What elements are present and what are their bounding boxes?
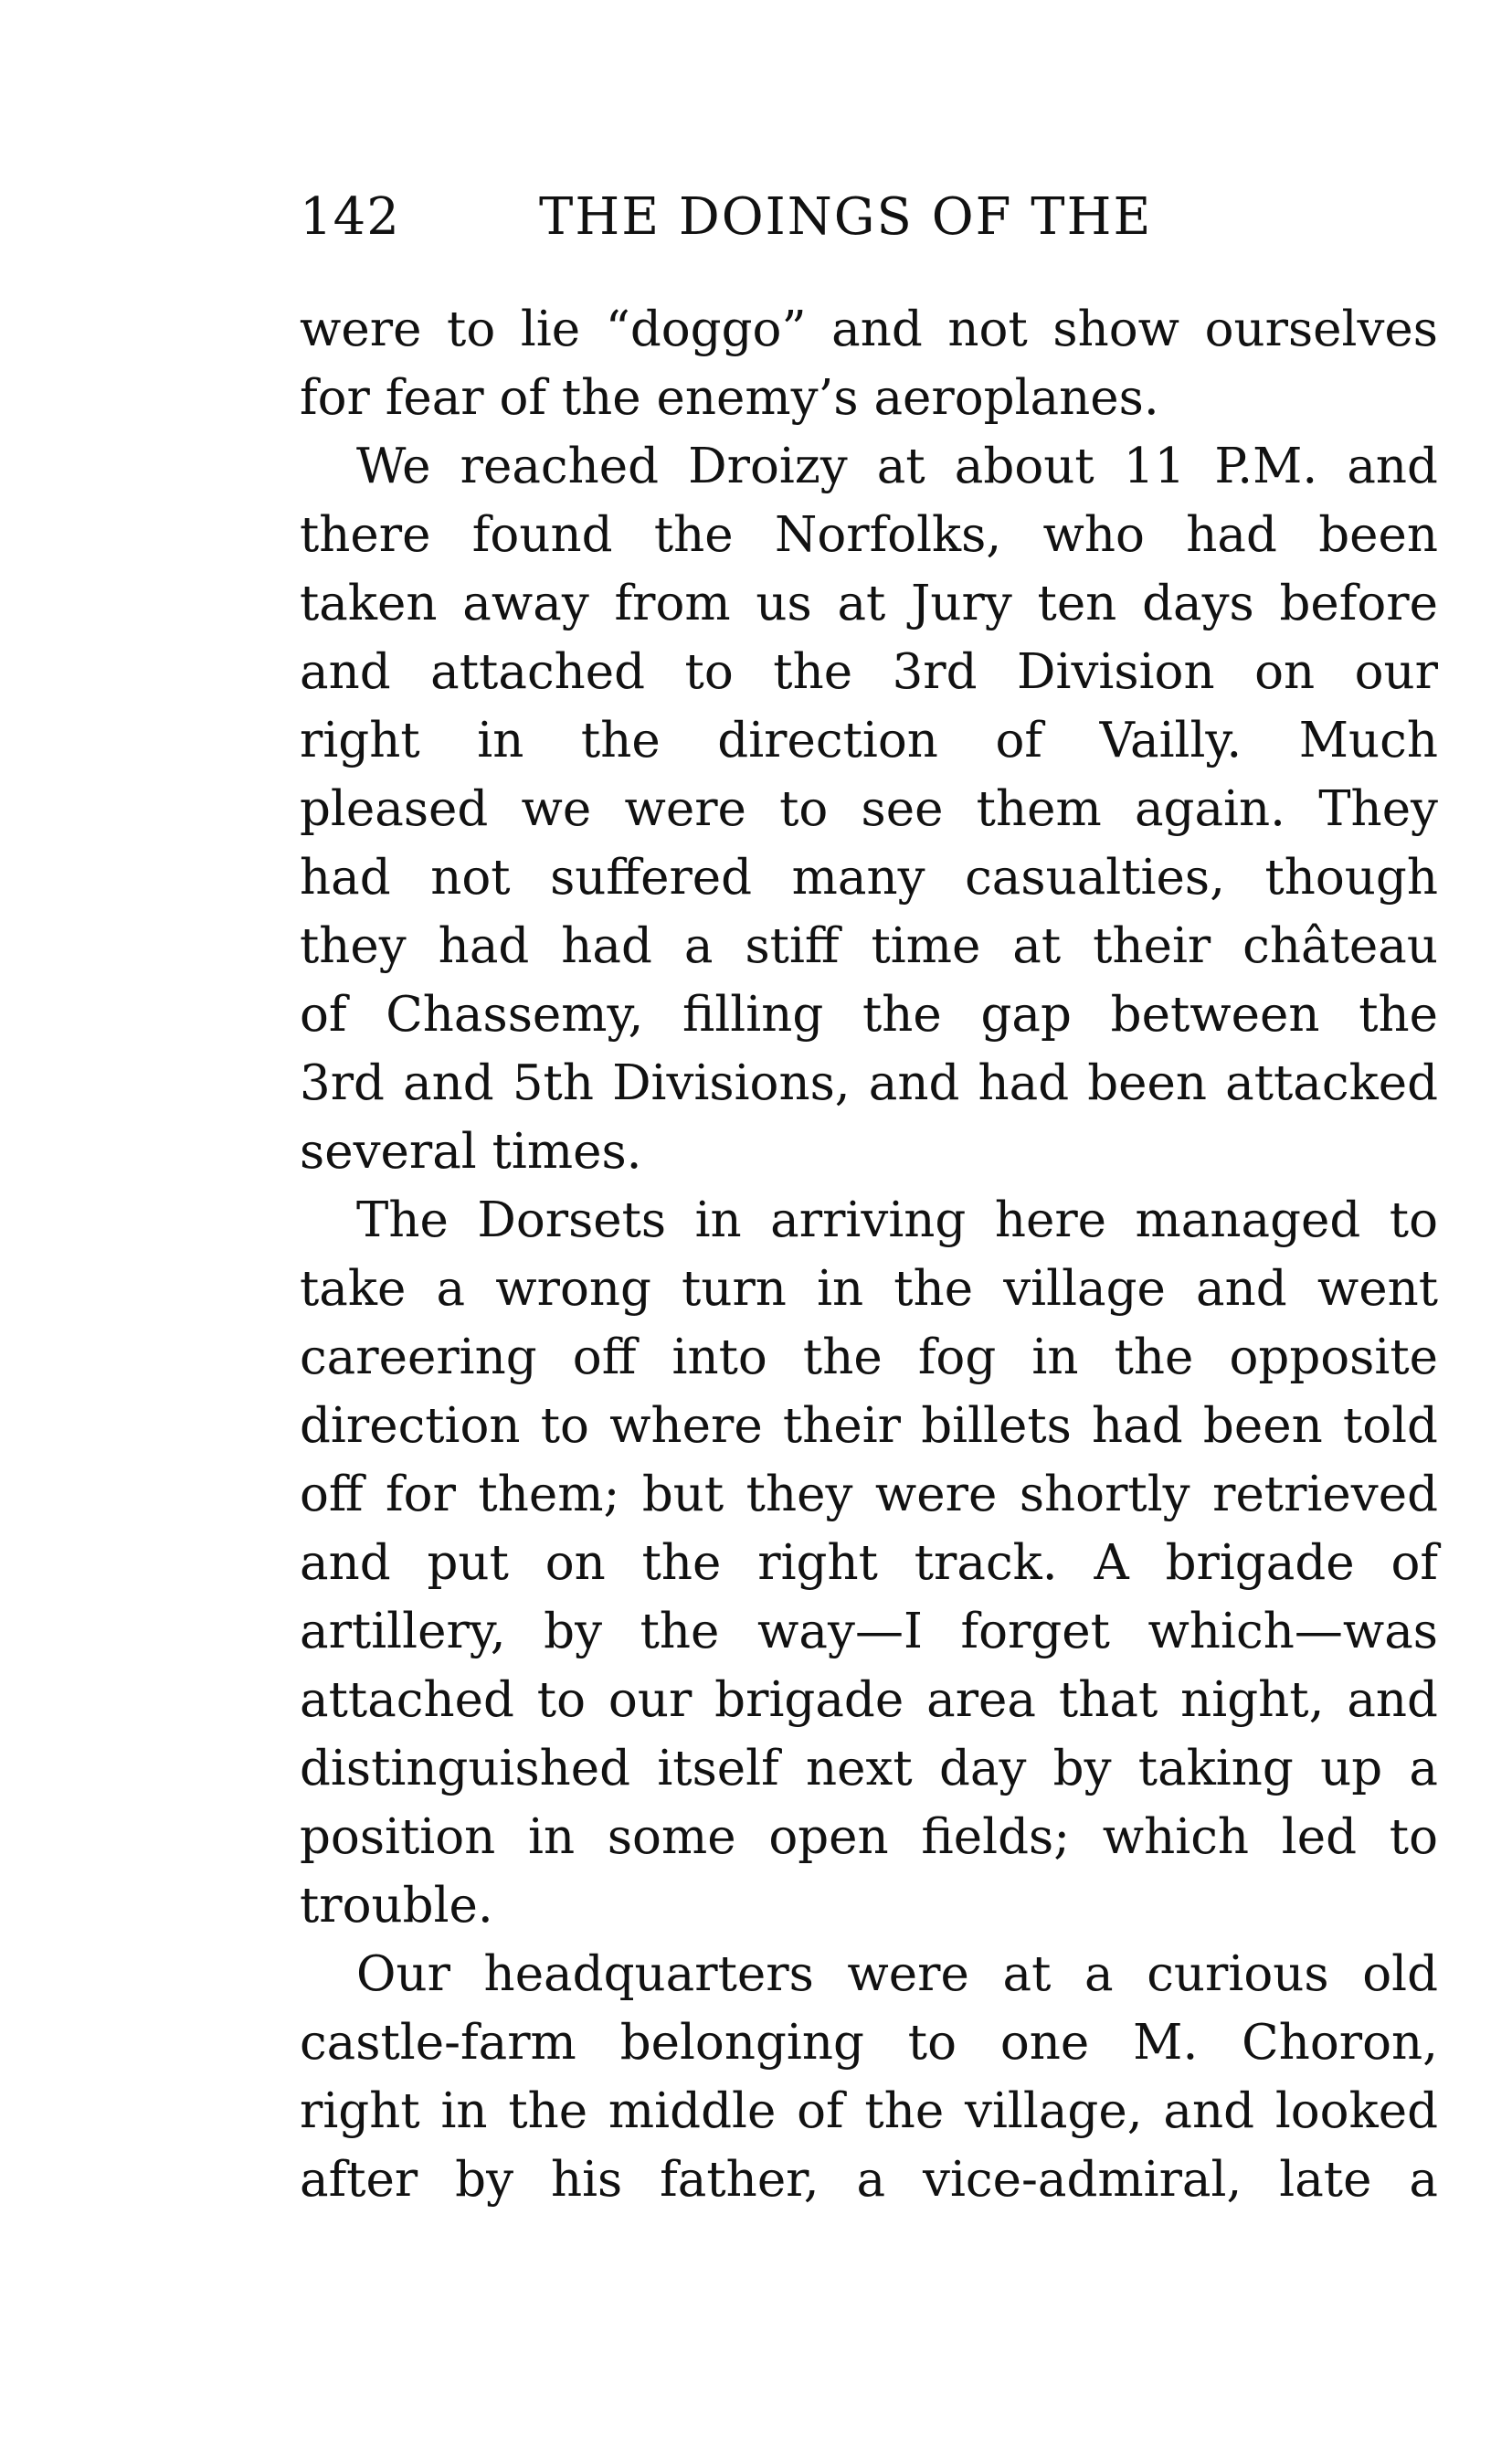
text-line: distinguished itself next day by taking up a [300,1741,1438,1796]
text-line: for fear of the enemy’s aeroplanes. [300,370,1159,426]
text-line: direction to where their billets had been told [300,1398,1438,1454]
text-line: had not suffered many casualties, though [300,850,1438,906]
text-line: of Chassemy, filling the gap between the [300,987,1438,1043]
text-line: take a wrong turn in the village and went [300,1261,1438,1317]
text-line: Our headquarters were at a curious old [356,1946,1438,2002]
text-line: right in the middle of the village, and looked [300,2083,1438,2139]
text-line: several times. [300,1124,642,1180]
text-line: position in some open fields; which led to [300,1809,1438,1865]
text-line: The Dorsets in arriving here managed to [356,1192,1438,1248]
text-line: taken away from us at Jury ten days before [300,576,1438,631]
text-line: after by his father, a vice-admiral, late a [300,2152,1438,2208]
text-line: pleased we were to see them again. They [300,781,1438,837]
text-line: We reached Droizy at about 11 P.M. and [356,439,1438,494]
text-line: trouble. [300,1878,493,1934]
page-number: 142 [300,187,400,247]
text-line: were to lie “doggo” and not show ourselves [300,302,1438,357]
text-line: and put on the right track. A brigade of [300,1535,1438,1591]
running-title: THE DOINGS OF THE [539,187,1153,247]
text-line: and attached to the 3rd Division on our [300,644,1438,700]
text-line: attached to our brigade area that night, and [300,1672,1438,1728]
paragraph [300,1940,1438,2214]
paragraph [300,432,1438,1186]
text-line: they had had a stiff time at their château [300,918,1438,974]
paragraph [300,1186,1438,1940]
text-line: castle-farm belonging to one M. Choron, [300,2015,1438,2071]
text-line: there found the Norfolks, who had been [300,507,1438,563]
text-line: off for them; but they were shortly retrieved [300,1467,1438,1522]
text-line: right in the direction of Vailly. Much [300,713,1438,768]
paragraph [300,295,1438,432]
text-line: 3rd and 5th Divisions, and had been attacked [300,1055,1438,1111]
text-line: careering off into the fog in the opposite [300,1330,1438,1385]
page-header [300,181,1213,254]
body-text [300,295,1438,2214]
text-line: artillery, by the way—I forget which—was [300,1604,1438,1659]
